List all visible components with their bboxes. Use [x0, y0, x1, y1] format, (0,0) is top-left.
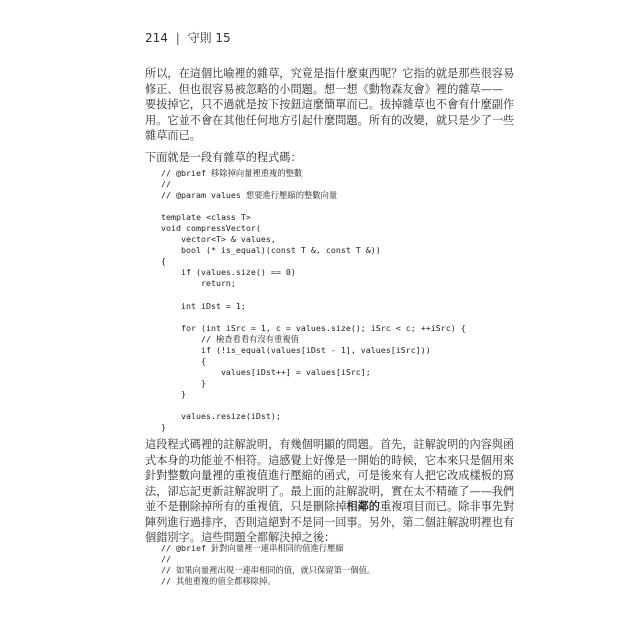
text-line: 式本身的功能並不相符。這感覺上好像是一開始的時候，它本來只是個用來: [145, 453, 515, 467]
code-block-fixed-comment: [161, 543, 501, 587]
text-line: 要拔掉它，只不過就是按下按鈕這麼簡單而已。拔掉雜草也不會有什麼副作: [145, 98, 515, 111]
code-line: // @brief 移除掉向量裡重複的整數: [161, 168, 303, 178]
code-line: if (!is_equal(values[iDst - 1], values[iSrc])): [161, 344, 431, 355]
code-line: // 其他重複的值全都移除掉。: [161, 576, 276, 587]
text-line: 下面就是一段有雜草的程式碼：: [145, 151, 302, 164]
text-line: [145, 499, 515, 515]
code-line: return;: [161, 278, 236, 289]
code-line: for (int iSrc = 1, c = values.size(); iSrc < c; ++iSrc) {: [161, 322, 466, 333]
code-line: values[iDst++] = values[iSrc];: [161, 366, 371, 377]
text-line: 所以，在這個比喻裡的雜草，究竟是指什麼東西呢？它指的就是那些很容易: [145, 67, 515, 80]
paragraph-comment-problems: [145, 437, 515, 546]
code-line: values.resize(iDst);: [161, 411, 281, 422]
paragraph-code-intro: [145, 150, 495, 166]
code-line: //: [161, 179, 171, 190]
header-separator: |: [175, 31, 180, 45]
code-line: }: [161, 388, 186, 399]
running-header: [145, 29, 231, 46]
code-line: vector<T> & values,: [161, 234, 276, 245]
paragraph-weeds-metaphor: [145, 66, 515, 144]
text-line: 這段程式碼裡的註解說明，有幾個明顯的問題。首先，註解說明的內容與函: [145, 438, 515, 451]
code-line: // 如果向量裡出現一連串相同的值，就只保留第一個值。: [161, 565, 376, 576]
text-line: 針對整數向量裡的重複值進行壓縮的函式，可是後來有人把它改成樣板的寫: [145, 469, 515, 482]
code-line: if (values.size() == 0): [161, 267, 296, 278]
chapter-title: 守則 15: [187, 31, 231, 45]
code-line: [161, 312, 501, 323]
code-line: [161, 201, 501, 212]
text-line: 用。它並不會在其他任何地方引起什麼問題。所有的改變，就只是少了一些: [145, 113, 515, 127]
code-line: // @brief 針對向量裡一連串相同的值進行壓縮: [161, 543, 344, 553]
text-line: 陣列進行過排序，否則這絕對不是同一回事。另外，第二個註解說明裡也有: [145, 515, 515, 529]
text-run: 重複項目而已。除非事先對: [379, 500, 515, 513]
code-line: bool (* is_equal)(const T &, const T &)): [161, 245, 381, 256]
code-line: {: [161, 355, 206, 366]
code-line: int iDst = 1;: [161, 300, 246, 311]
code-line: // @param values 想要進行壓縮的整數向量: [161, 190, 338, 201]
text-line: 修正、但也很容易被忽略的小問題。想一想《動物森友會》裡的雜草——: [145, 82, 504, 96]
code-line: }: [161, 422, 166, 433]
code-line: [161, 290, 501, 301]
code-line: // 檢查看看有沒有重複值: [161, 333, 299, 344]
text-run: 並不是刪除掉所有的重複值，只是刪除掉: [145, 500, 347, 513]
text-line: 雜草而已。: [145, 129, 201, 142]
text-line: 法，卻忘記更新註解說明了。最上面的註解說明，實在太不精確了——我們: [145, 484, 515, 498]
text-line: 個錯別字。這些問題全都解決掉之後：: [145, 531, 336, 544]
code-block-with-weeds: [161, 168, 501, 433]
code-line: }: [161, 377, 206, 388]
page-number: 214: [145, 31, 168, 45]
code-line: void compressVector(: [161, 223, 261, 234]
code-line: [161, 400, 501, 411]
code-line: //: [161, 554, 171, 565]
emphasis-adjacent: 相鄰的: [346, 499, 380, 513]
code-line: template <class T>: [161, 212, 251, 223]
code-line: {: [161, 256, 166, 267]
